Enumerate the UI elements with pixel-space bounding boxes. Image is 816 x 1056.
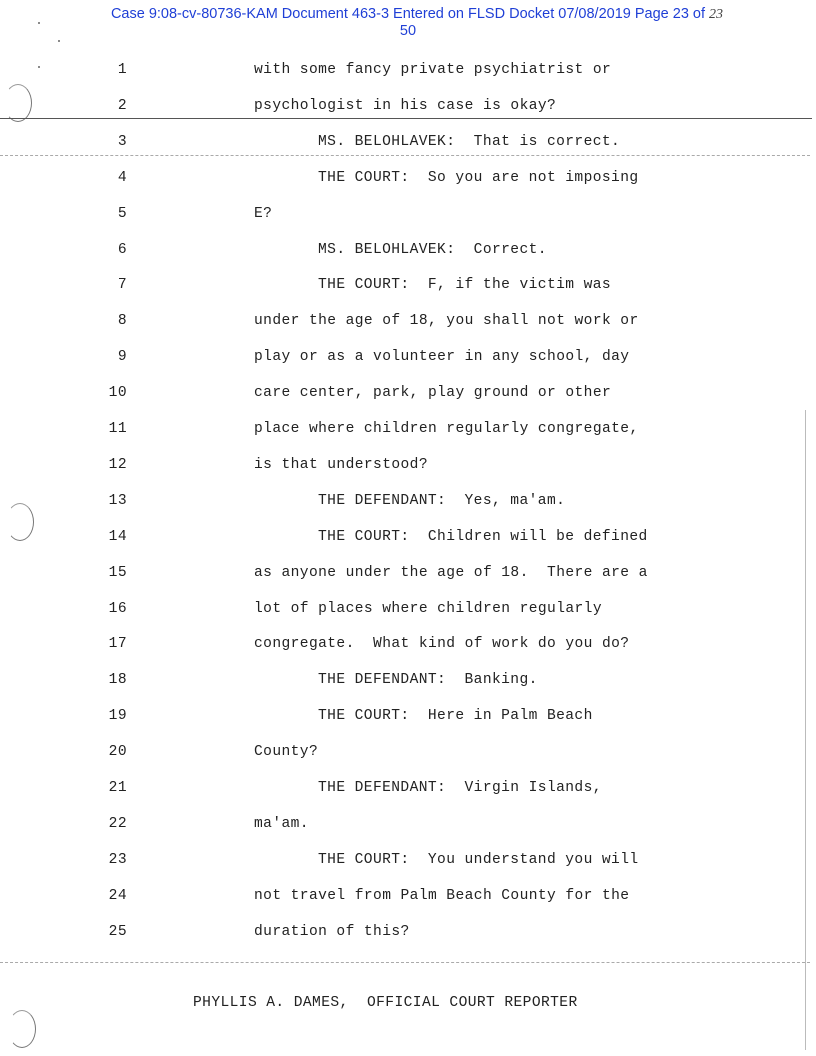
transcript-line [0, 490, 816, 512]
transcript-line [0, 562, 816, 584]
transcript-line [0, 633, 816, 655]
line-text: E? [254, 205, 273, 222]
line-number: 20 [108, 744, 127, 761]
line-number: 13 [108, 492, 127, 509]
line-number: 8 [117, 313, 127, 330]
line-number: 3 [117, 133, 127, 150]
line-text: County? [254, 744, 319, 761]
punch-hole-bottom [8, 1010, 36, 1048]
scan-speck [38, 22, 40, 24]
line-text: under the age of 18, you shall not work or [254, 313, 639, 330]
transcript-line [0, 95, 816, 117]
scan-fold-rule [0, 155, 810, 156]
line-number: 9 [117, 349, 127, 366]
transcript-line [0, 167, 816, 189]
line-number: 18 [108, 672, 127, 689]
line-text: MS. BELOHLAVEK: Correct. [318, 241, 547, 258]
line-text: with some fancy private psychiatrist or [254, 62, 612, 78]
line-number: 11 [108, 421, 127, 437]
line-number: 7 [117, 277, 127, 294]
transcript-line [0, 59, 816, 81]
transcript-line [0, 310, 816, 332]
line-text: psychologist in his case is okay? [254, 97, 557, 114]
line-text: THE DEFENDANT: Yes, ma'am. [318, 492, 566, 509]
line-number: 17 [108, 636, 127, 653]
line-number: 25 [108, 923, 127, 940]
line-number: 16 [108, 600, 127, 617]
scan-fold-rule [0, 962, 810, 963]
line-text: THE COURT: F, if the victim was [318, 277, 612, 294]
line-text: not travel from Palm Beach County for the [254, 887, 630, 904]
docket-header-continuation: 50 [399, 23, 417, 39]
page-stamp: 23 [709, 7, 724, 22]
transcript-line [0, 203, 816, 225]
transcript-line [0, 239, 816, 261]
line-text: THE COURT: Here in Palm Beach [318, 708, 593, 725]
line-number: 24 [108, 887, 127, 904]
docket-header-line [0, 6, 816, 23]
line-text: is that understood? [254, 456, 428, 473]
line-text: ma'am. [254, 815, 309, 832]
line-text: place where children regularly congregate, [254, 421, 639, 437]
reporter-footer-text: PHYLLIS A. DAMES, OFFICIAL COURT REPORTER [193, 995, 578, 1011]
line-text: MS. BELOHLAVEK: That is correct. [318, 133, 621, 150]
line-number: 6 [117, 241, 127, 258]
line-number: 14 [108, 528, 127, 545]
line-number: 2 [117, 97, 127, 114]
transcript-line [0, 813, 816, 835]
transcript-line [0, 777, 816, 799]
transcript-line [0, 454, 816, 476]
docket-header [0, 6, 816, 39]
transcript-line [0, 346, 816, 368]
line-text: THE COURT: Children will be defined [318, 528, 648, 545]
transcript-line [0, 669, 816, 691]
line-text: duration of this? [254, 923, 410, 940]
line-number: 1 [117, 62, 127, 78]
line-text: lot of places where children regularly [254, 600, 602, 617]
transcript-line [0, 598, 816, 620]
line-number: 10 [108, 385, 127, 402]
line-number: 21 [108, 780, 127, 796]
transcript-line [0, 131, 816, 153]
line-text: THE COURT: So you are not imposing [318, 169, 639, 186]
line-text: play or as a volunteer in any school, day [254, 349, 630, 366]
scan-speck [58, 40, 60, 42]
strikethrough-rule [0, 118, 812, 119]
line-text: THE DEFENDANT: Virgin Islands, [318, 780, 602, 796]
transcript-line [0, 526, 816, 548]
line-number: 15 [108, 564, 127, 581]
transcript-line [0, 741, 816, 763]
line-number: 23 [108, 851, 127, 868]
transcript-line [0, 274, 816, 296]
line-number: 22 [108, 815, 127, 832]
line-number: 4 [117, 169, 127, 186]
transcript-line [0, 418, 816, 440]
transcript-line [0, 849, 816, 871]
transcript-line [0, 885, 816, 907]
docket-header-text: Case 9:08-cv-80736-KAM Document 463-3 Entered on FLSD Docket 07/08/2019 Page 23 of [110, 6, 705, 22]
line-text: THE COURT: You understand you will [318, 851, 639, 868]
transcript-line [0, 921, 816, 943]
line-text: care center, park, play ground or other [254, 385, 612, 402]
transcript-line [0, 382, 816, 404]
line-text: congregate. What kind of work do you do? [254, 636, 630, 653]
transcript-line [0, 705, 816, 727]
line-number: 19 [108, 708, 127, 725]
line-number: 5 [117, 205, 127, 222]
line-number: 12 [108, 456, 127, 473]
line-text: THE DEFENDANT: Banking. [318, 672, 538, 689]
line-text: as anyone under the age of 18. There are a [254, 564, 648, 581]
